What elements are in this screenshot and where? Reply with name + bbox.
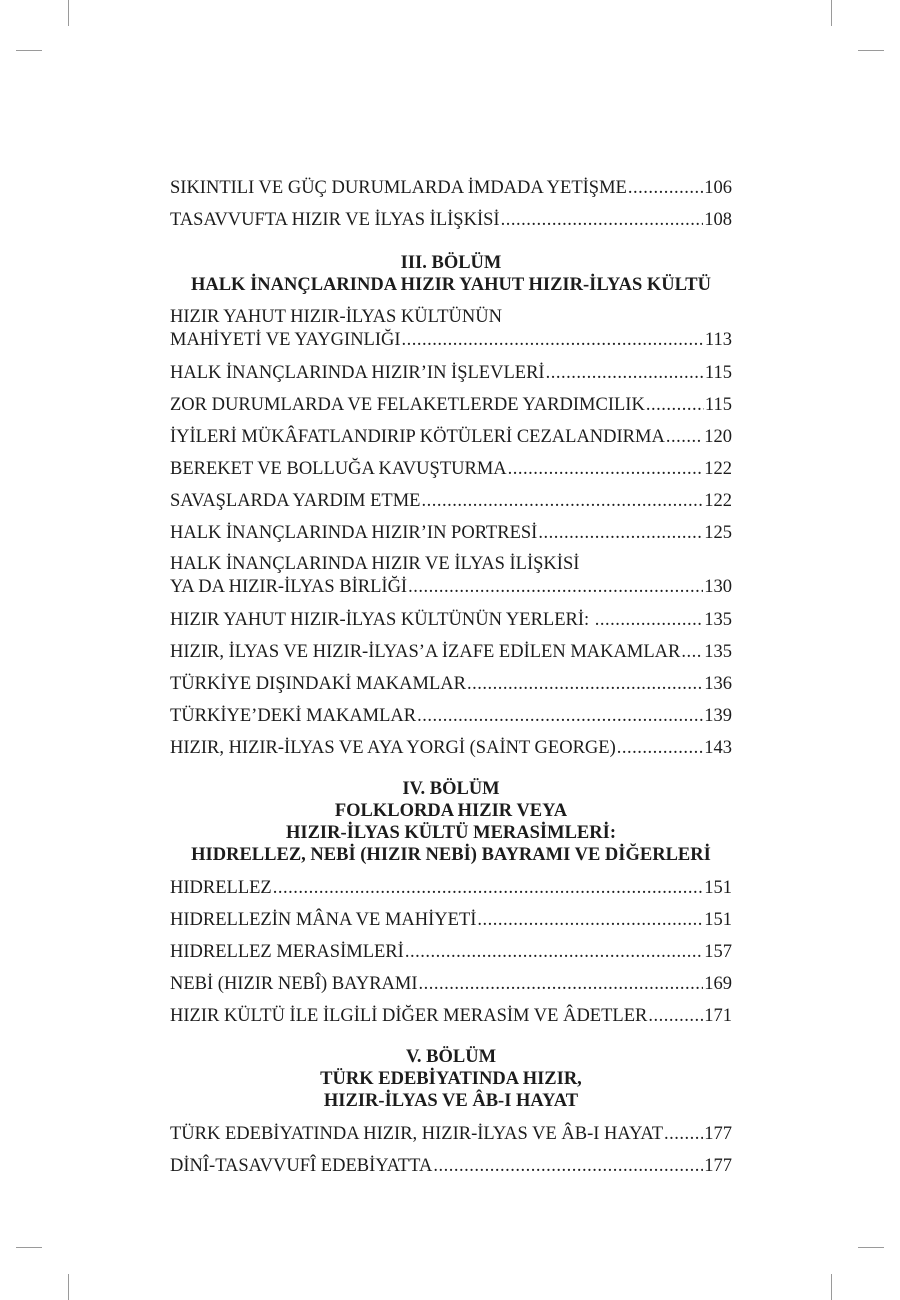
toc-entry-page: 136: [704, 674, 732, 694]
toc-entry-page: 106: [704, 178, 732, 198]
dot-leader: [666, 425, 703, 449]
toc-entry-title: BEREKET VE BOLLUĞA KAVUŞTURMA: [170, 459, 507, 479]
toc-entry-page: 139: [704, 706, 732, 726]
toc-entry: [170, 425, 732, 457]
toc-entry-title: TÜRK EDEBİYATINDA HIZIR, HIZIR-İLYAS VE ÂB-I HAYAT: [170, 1124, 663, 1144]
toc-entry-page: 113: [704, 330, 732, 350]
section-heading-4: [170, 778, 732, 866]
section-title: HIZIR-İLYAS KÜLTÜ MERASİMLERİ:: [285, 823, 616, 843]
crop-mark: [68, 0, 69, 26]
toc-entry: [170, 1154, 732, 1186]
dot-leader: [405, 940, 703, 964]
crop-mark: [831, 0, 832, 26]
dot-leader: [595, 608, 703, 632]
dot-leader: [273, 876, 704, 900]
toc-entry: [170, 489, 732, 521]
toc-entry-title: HIZIR YAHUT HIZIR-İLYAS KÜLTÜNÜN: [170, 307, 502, 327]
toc-entry-page: 169: [704, 974, 732, 994]
toc-entry: [170, 672, 732, 704]
dot-leader: [681, 640, 703, 664]
toc-entry-title: DİNÎ-TASAVVUFÎ EDEBİYATTA: [170, 1156, 433, 1176]
toc-entry-title: HIZIR KÜLTÜ İLE İLGİLİ DİĞER MERASİM VE ÂDETLER: [170, 1006, 648, 1026]
toc-entry: [170, 306, 732, 361]
toc-entry: [170, 457, 732, 489]
crop-mark: [68, 1274, 69, 1300]
toc-entry-page: 177: [704, 1156, 732, 1176]
toc-entry: [170, 521, 732, 553]
toc-entry-page: 135: [704, 610, 732, 630]
toc-entry: [170, 1004, 732, 1036]
toc-entry-title: ZOR DURUMLARDA VE FELAKETLERDE YARDIMCILIK: [170, 395, 645, 415]
dot-leader: [417, 704, 703, 728]
toc-entry-title: HIZIR, İLYAS VE HIZIR-İLYAS’A İZAFE EDİLEN MAKAMLAR: [170, 642, 681, 662]
dot-leader: [501, 208, 704, 232]
toc-entry-title: HIDRELLEZ: [170, 878, 272, 898]
toc-entry-title: HIDRELLEZİN MÂNA VE MAHİYETİ: [170, 910, 477, 930]
dot-leader: [408, 576, 703, 599]
toc-entry-page: 130: [704, 577, 732, 597]
toc-entry-page: 122: [704, 459, 732, 479]
toc-entry-title: HIDRELLEZ MERASİMLERİ: [170, 942, 404, 962]
section-heading-3: [170, 252, 732, 296]
section-title: HIZIR-İLYAS VE ÂB-I HAYAT: [323, 1091, 579, 1111]
section-title: TÜRK EDEBİYATINDA HIZIR,: [320, 1069, 582, 1089]
table-of-contents: [170, 176, 732, 1186]
toc-entry: [170, 1122, 732, 1154]
section-label: III. BÖLÜM: [400, 253, 502, 273]
dot-leader: [538, 521, 703, 545]
toc-entry: [170, 361, 732, 393]
dot-leader: [546, 361, 704, 385]
toc-entry-title: SAVAŞLARDA YARDIM ETME: [170, 491, 421, 511]
toc-entry: [170, 208, 732, 240]
dot-leader: [646, 393, 704, 417]
toc-entry-page: 151: [704, 910, 732, 930]
dot-leader: [628, 176, 703, 200]
toc-entry-page: 120: [704, 427, 732, 447]
toc-entry: [170, 908, 732, 940]
toc-entry-title: HIZIR YAHUT HIZIR-İLYAS KÜLTÜNÜN YERLERİ:: [170, 610, 594, 630]
toc-entry-title: TÜRKİYE’DEKİ MAKAMLAR: [170, 706, 417, 726]
toc-entry: [170, 704, 732, 736]
section-heading-5: [170, 1046, 732, 1112]
toc-entry-title: İYİLERİ MÜKÂFATLANDIRIP KÖTÜLERİ CEZALANDIRMA: [170, 427, 665, 447]
toc-entry-page: 115: [704, 363, 732, 383]
toc-entry: [170, 393, 732, 425]
toc-entry-page: 177: [704, 1124, 732, 1144]
dot-leader: [402, 329, 704, 352]
section-label: IV. BÖLÜM: [402, 779, 500, 799]
toc-entry-title: HIZIR, HIZIR-İLYAS VE AYA YORGİ (SAİNT GEORGE): [170, 738, 616, 758]
crop-mark: [16, 1247, 42, 1248]
toc-entry-page: 125: [704, 523, 732, 543]
toc-entry-title: HALK İNANÇLARINDA HIZIR’IN PORTRESİ: [170, 523, 538, 543]
toc-entry-page: 171: [704, 1006, 732, 1026]
dot-leader: [419, 972, 704, 996]
toc-entry: [170, 940, 732, 972]
dot-leader: [664, 1122, 703, 1146]
toc-entry: [170, 176, 732, 208]
crop-mark: [831, 1274, 832, 1300]
toc-entry-page: 135: [704, 642, 732, 662]
dot-leader: [477, 908, 703, 932]
toc-entry: [170, 876, 732, 908]
section-label: V. BÖLÜM: [405, 1047, 497, 1067]
section-title: HALK İNANÇLARINDA HIZIR YAHUT HIZIR-İLYAS KÜLTÜ: [190, 275, 712, 295]
toc-entry-title: HALK İNANÇLARINDA HIZIR VE İLYAS İLİŞKİSİ: [170, 554, 580, 574]
toc-entry: [170, 608, 732, 640]
section-title: HIDRELLEZ, NEBİ (HIZIR NEBİ) BAYRAMI VE DİĞERLERİ: [191, 845, 711, 865]
dot-leader: [467, 672, 703, 696]
toc-entry-title: SIKINTILI VE GÜÇ DURUMLARDA İMDADA YETİŞME: [170, 178, 627, 198]
dot-leader: [508, 457, 704, 481]
dot-leader: [421, 489, 703, 513]
crop-mark: [16, 50, 42, 51]
toc-entry-page: 115: [704, 395, 732, 415]
dot-leader: [433, 1154, 703, 1178]
dot-leader: [617, 736, 704, 760]
toc-entry-title: TASAVVUFTA HIZIR VE İLYAS İLİŞKİSİ: [170, 210, 500, 230]
toc-entry-page: 151: [704, 878, 732, 898]
section-title: FOLKLORDA HIZIR VEYA: [334, 801, 568, 821]
toc-entry-page: 108: [704, 210, 732, 230]
dot-leader: [648, 1004, 703, 1028]
crop-mark: [858, 1247, 884, 1248]
toc-entry-page: 122: [704, 491, 732, 511]
toc-entry: [170, 972, 732, 1004]
toc-entry-page: 143: [704, 738, 732, 758]
crop-mark: [858, 50, 884, 51]
toc-entry-title: MAHİYETİ VE YAYGINLIĞI: [170, 330, 401, 350]
toc-entry-title: NEBİ (HIZIR NEBÎ) BAYRAMI: [170, 974, 418, 994]
toc-entry-title: TÜRKİYE DIŞINDAKİ MAKAMLAR: [170, 674, 466, 694]
toc-entry-title: YA DA HIZIR-İLYAS BİRLİĞİ: [170, 577, 408, 597]
toc-entry: [170, 640, 732, 672]
toc-entry-title: HALK İNANÇLARINDA HIZIR’IN İŞLEVLERİ: [170, 363, 545, 383]
toc-entry-page: 157: [704, 942, 732, 962]
toc-entry: [170, 736, 732, 768]
toc-entry: [170, 553, 732, 608]
